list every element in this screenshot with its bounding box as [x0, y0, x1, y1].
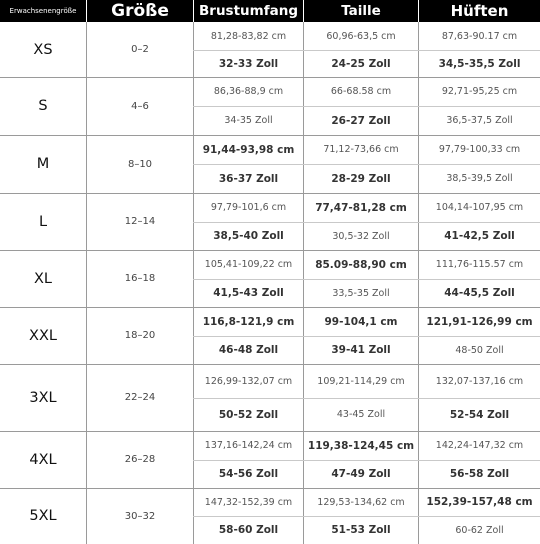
- chest-zoll-value: 58-60 Zoll: [218, 524, 279, 536]
- row-inner-divider: [193, 164, 540, 165]
- waist-zoll-value: 28-29 Zoll: [331, 172, 391, 185]
- waist-zoll-value: 51-53 Zoll: [331, 524, 391, 536]
- chest-cm-value: 81,28-83,82 cm: [210, 30, 287, 42]
- hip-cm-value: 92,71-95,25 cm: [441, 86, 518, 97]
- chest-cm-value: 105,41-109,22 cm: [204, 259, 293, 270]
- waist-cm-value: 71,12-73,66 cm: [323, 144, 399, 155]
- row-inner-divider: [193, 398, 540, 399]
- waist-zoll-value: 24-25 Zoll: [331, 57, 391, 70]
- waist-cm-value: 119,38-124,45 cm: [307, 439, 415, 452]
- chest-zoll-value: 46-48 Zoll: [218, 344, 279, 356]
- size-range: 16–18: [124, 273, 156, 284]
- size-label: XS: [33, 41, 53, 58]
- waist-zoll-value: 39-41 Zoll: [331, 344, 391, 356]
- waist-cm-value: 99-104,1 cm: [324, 315, 398, 328]
- waist-cm-value: 85.09-88,90 cm: [315, 258, 407, 271]
- hip-cm-value: 142,24-147,32 cm: [435, 440, 524, 451]
- hip-cm-value: 97,79-100,33 cm: [438, 144, 521, 155]
- chest-zoll-value: 38,5-40 Zoll: [213, 230, 284, 242]
- hip-zoll-value: 52-54 Zoll: [449, 408, 510, 421]
- row-inner-divider: [193, 336, 540, 337]
- header-size: Größe: [87, 0, 193, 22]
- size-label: XXL: [29, 327, 57, 344]
- row-inner-divider: [193, 50, 540, 51]
- header-hip: Hüften: [419, 0, 540, 22]
- hip-cm-value: 111,76-115.57 cm: [435, 259, 524, 270]
- waist-zoll-value: 30,5-32 Zoll: [332, 230, 390, 242]
- header-waist: Taille: [304, 0, 418, 22]
- chest-cm-value: 116,8-121,9 cm: [202, 315, 295, 328]
- waist-cm-value: 129,53-134,62 cm: [317, 496, 405, 508]
- hip-cm-value: 121,91-126,99 cm: [426, 315, 533, 328]
- chest-zoll-value: 54-56 Zoll: [218, 468, 279, 480]
- header-group: Erwachsenengröße: [0, 0, 86, 22]
- size-range: 8–10: [127, 158, 153, 170]
- waist-cm-value: 109,21-114,29 cm: [317, 375, 405, 387]
- size-range: 18–20: [124, 330, 156, 341]
- size-label: L: [38, 213, 48, 230]
- chest-cm-value: 97,79-101,6 cm: [210, 202, 287, 213]
- size-label: 3XL: [29, 389, 57, 406]
- row-inner-divider: [193, 106, 540, 107]
- size-range: 26–28: [124, 454, 156, 465]
- size-range: 0–2: [131, 44, 149, 55]
- hip-cm-value: 132,07-137,16 cm: [435, 375, 524, 387]
- hip-cm-value: 152,39-157,48 cm: [426, 496, 533, 508]
- size-range: 30–32: [124, 510, 156, 522]
- hip-zoll-value: 38,5-39,5 Zoll: [446, 173, 513, 184]
- size-range: 12–14: [124, 216, 156, 227]
- size-label: XL: [33, 270, 52, 287]
- chest-cm-value: 147,32-152,39 cm: [204, 496, 293, 508]
- waist-cm-value: 66-68.58 cm: [330, 86, 392, 97]
- chest-zoll-value: 32-33 Zoll: [218, 57, 279, 70]
- chest-zoll-value: 41,5-43 Zoll: [213, 287, 284, 299]
- row-inner-divider: [193, 460, 540, 461]
- size-label: 5XL: [29, 508, 57, 524]
- hip-zoll-value: 34,5-35,5 Zoll: [438, 57, 521, 70]
- chest-cm-value: 126,99-132,07 cm: [204, 375, 293, 387]
- hip-zoll-value: 36,5-37,5 Zoll: [446, 115, 513, 126]
- chest-cm-value: 137,16-142,24 cm: [204, 440, 293, 451]
- waist-cm-value: 77,47-81,28 cm: [315, 201, 407, 214]
- size-label: 4XL: [29, 451, 57, 468]
- size-range: 4–6: [131, 100, 149, 112]
- hip-zoll-value: 56-58 Zoll: [449, 468, 510, 480]
- waist-zoll-value: 26-27 Zoll: [331, 114, 391, 127]
- row-inner-divider: [193, 516, 540, 517]
- chest-cm-value: 86,36-88,9 cm: [213, 86, 284, 97]
- hip-zoll-value: 60-62 Zoll: [455, 524, 504, 536]
- size-range: 22–24: [124, 392, 156, 403]
- hip-cm-value: 104,14-107,95 cm: [435, 202, 524, 213]
- waist-zoll-value: 47-49 Zoll: [331, 468, 391, 480]
- chest-zoll-value: 36-37 Zoll: [218, 172, 279, 185]
- waist-zoll-value: 33,5-35 Zoll: [332, 287, 390, 299]
- row-inner-divider: [193, 222, 540, 223]
- hip-cm-value: 87,63-90.17 cm: [441, 30, 518, 42]
- header-chest: Brustumfang: [194, 0, 303, 22]
- waist-cm-value: 60,96-63,5 cm: [326, 30, 396, 42]
- hip-zoll-value: 44-45,5 Zoll: [444, 287, 515, 299]
- row-inner-divider: [193, 279, 540, 280]
- chest-zoll-value: 34-35 Zoll: [224, 115, 273, 126]
- hip-zoll-value: 48-50 Zoll: [455, 344, 504, 356]
- chest-cm-value: 91,44-93,98 cm: [202, 143, 295, 156]
- size-label: M: [36, 156, 50, 172]
- hip-zoll-value: 41-42,5 Zoll: [444, 230, 515, 242]
- size-label: S: [38, 98, 48, 114]
- waist-zoll-value: 43-45 Zoll: [336, 409, 386, 420]
- chest-zoll-value: 50-52 Zoll: [218, 408, 279, 421]
